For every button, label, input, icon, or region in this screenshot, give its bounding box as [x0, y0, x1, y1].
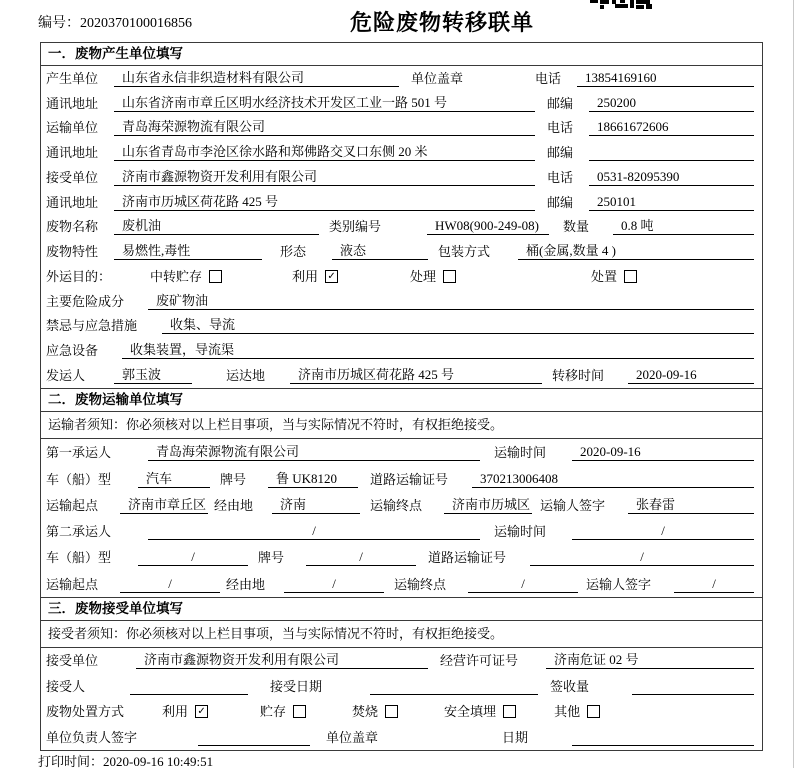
- checkbox-option: [554, 704, 600, 720]
- field-value: 废机油: [114, 218, 319, 235]
- transporter-section-notice: 运输者须知：你必须核对以上栏目事项，当与实际情况不符时，有权拒绝接受。: [41, 412, 762, 439]
- field-value: 收集装置，导流渠: [122, 342, 754, 359]
- field-value: 250200: [589, 95, 754, 112]
- form-row: [41, 289, 762, 314]
- form-row: [41, 363, 762, 388]
- field-value: 济南市鑫源物资开发利用有限公司: [136, 652, 428, 669]
- field-value: 济南市历城区荷花路 425 号: [290, 367, 542, 384]
- form-row: [41, 439, 762, 465]
- field-label: 单位负责人签字: [46, 729, 138, 745]
- print-time-value: 2020-09-16 10:49:51: [103, 754, 214, 769]
- field-value: 13854169160: [577, 70, 754, 87]
- field-label: 接受日期: [270, 678, 323, 694]
- field-value: /: [674, 576, 754, 593]
- form-row: [41, 648, 762, 674]
- field-value: /: [572, 523, 754, 540]
- receiver-section: [41, 597, 762, 750]
- checkbox-label: 安全填埋: [444, 704, 497, 720]
- document-number-value: 2020370100016856: [80, 16, 192, 31]
- field-value: 370213006408: [472, 471, 754, 488]
- field-label: 形态: [280, 244, 307, 260]
- qr-code-fragment-icon: [588, 0, 654, 9]
- form-row: [41, 140, 762, 165]
- producer-section-title: 一．废物产生单位填写: [41, 43, 762, 66]
- field-label: 应急设备: [46, 343, 99, 359]
- field-value: /: [138, 549, 248, 566]
- field-value: 山东省青岛市李沧区徐水路和郑佛路交叉口东侧 20 米: [114, 144, 535, 161]
- receiver-section-title: 三．废物接受单位填写: [41, 597, 762, 621]
- field-label: 牌号: [220, 471, 247, 487]
- checkbox-option: [162, 704, 208, 720]
- page-right-edge: [793, 0, 794, 768]
- field-value: 张春雷: [628, 497, 754, 514]
- field-value: 收集、导流: [162, 317, 754, 334]
- field-label: 通讯地址: [46, 194, 99, 210]
- field-value: [130, 679, 248, 695]
- field-value: [370, 679, 538, 695]
- field-label: 废物特性: [46, 244, 99, 260]
- field-label: 接受单位: [46, 169, 99, 185]
- form-row: [41, 91, 762, 116]
- field-label: 经由地: [226, 576, 266, 592]
- field-label: 发运人: [46, 367, 86, 383]
- checkbox-label: 利用: [292, 268, 319, 284]
- field-label: 通讯地址: [46, 95, 99, 111]
- field-label: 数量: [563, 219, 590, 235]
- field-label: 通讯地址: [46, 145, 99, 161]
- form-row: [41, 544, 762, 570]
- field-value: /: [468, 576, 578, 593]
- print-time: [38, 751, 213, 770]
- checkbox-option: [444, 704, 516, 720]
- field-label: 运输起点: [46, 497, 99, 513]
- field-label: 电话: [547, 169, 574, 185]
- field-value: 青岛海荣源物流有限公司: [148, 444, 480, 461]
- document-number-label: 编号：: [38, 16, 80, 31]
- receiver-section-notice: 接受者须知：你必须核对以上栏目事项，当与实际情况不符时，有权拒绝接受。: [41, 621, 762, 648]
- field-label: 转移时间: [552, 367, 605, 383]
- field-value: 桶(金属,数量 4 ): [518, 243, 754, 260]
- field-label: 接受人: [46, 678, 86, 694]
- page-title: 危险废物转移联单: [349, 10, 535, 35]
- empty-checkbox-icon: [385, 705, 398, 718]
- checked-checkbox-icon: ✓: [325, 270, 338, 283]
- form-row: [41, 66, 762, 91]
- field-label: 运输时间: [494, 445, 547, 461]
- field-label: 外运目的：: [46, 268, 112, 284]
- field-label: 单位盖章: [326, 729, 379, 745]
- checkbox-label: 利用: [162, 704, 189, 720]
- checkbox-label: 处理: [410, 268, 437, 284]
- field-value: 青岛海荣源物流有限公司: [114, 119, 535, 136]
- field-label: 运输起点: [46, 576, 99, 592]
- field-value: [572, 730, 754, 746]
- checkbox-label: 处置: [591, 268, 618, 284]
- field-value: 鲁 UK8120: [268, 471, 358, 488]
- form-row: [41, 465, 762, 491]
- field-value: HW08(900-249-08): [427, 218, 549, 235]
- field-label: 运输人签字: [540, 497, 606, 513]
- field-value: 济南市历城区: [444, 497, 532, 514]
- checkbox-label: 贮存: [260, 704, 287, 720]
- field-label: 类别编号: [329, 219, 382, 235]
- empty-checkbox-icon: [293, 705, 306, 718]
- field-label: 经由地: [214, 497, 254, 513]
- field-label: 运输终点: [394, 576, 447, 592]
- empty-checkbox-icon: [503, 705, 516, 718]
- field-label: 废物处置方式: [46, 704, 125, 720]
- checkbox-option: [591, 269, 637, 285]
- field-label: 运输时间: [494, 524, 547, 540]
- form-row: [41, 338, 762, 363]
- field-label: 车（船）型: [46, 550, 112, 566]
- field-label: 牌号: [258, 550, 285, 566]
- field-value: 山东省济南市章丘区明水经济技术开发区工业一路 501 号: [114, 95, 535, 112]
- field-value: 济南市章丘区: [120, 497, 208, 514]
- field-label: 邮编: [547, 145, 574, 161]
- field-label: 道路运输证号: [428, 550, 507, 566]
- form-row: [41, 314, 762, 339]
- field-label: 主要危险成分: [46, 293, 125, 309]
- field-value: 易燃性,毒性: [114, 243, 262, 260]
- checkbox-option: [260, 704, 306, 720]
- field-value: 液态: [332, 243, 428, 260]
- field-label: 日期: [502, 729, 529, 745]
- print-time-label: 打印时间：: [38, 754, 104, 769]
- transporter-section-title: 二．废物运输单位填写: [41, 388, 762, 412]
- field-value: 济南: [272, 497, 360, 514]
- form-row: [41, 190, 762, 215]
- field-label: 第一承运人: [46, 445, 112, 461]
- form-row: [41, 518, 762, 544]
- producer-section: [41, 43, 762, 388]
- field-value: 0531-82095390: [589, 169, 754, 186]
- empty-checkbox-icon: [587, 705, 600, 718]
- form-row: [41, 239, 762, 264]
- field-value: 0.8 吨: [613, 218, 754, 235]
- form-row: [41, 570, 762, 596]
- field-value: 郭玉波: [114, 367, 192, 384]
- field-value: 2020-09-16: [572, 444, 754, 461]
- checkbox-option: [292, 269, 338, 285]
- field-value: 18661672606: [589, 119, 754, 136]
- field-value: 250101: [589, 194, 754, 211]
- field-label: 道路运输证号: [370, 471, 449, 487]
- field-label: 电话: [547, 120, 574, 136]
- field-value: 废矿物油: [148, 293, 754, 310]
- checkbox-option: [410, 269, 456, 285]
- field-label: 邮编: [547, 95, 574, 111]
- form-row: [41, 264, 762, 289]
- field-label: 运输人签字: [586, 576, 652, 592]
- field-value: [632, 679, 754, 695]
- form-row: [41, 699, 762, 725]
- field-value: /: [148, 523, 480, 540]
- field-value: /: [120, 576, 220, 593]
- field-label: 废物名称: [46, 219, 99, 235]
- form-row: [41, 215, 762, 240]
- empty-checkbox-icon: [209, 270, 222, 283]
- field-label: 车（船）型: [46, 471, 112, 487]
- checkbox-label: 中转贮存: [150, 268, 203, 284]
- field-label: 包装方式: [438, 244, 491, 260]
- field-value: [589, 145, 754, 161]
- field-value: /: [530, 549, 754, 566]
- field-value: /: [306, 549, 416, 566]
- field-label: 运输单位: [46, 120, 99, 136]
- field-label: 禁忌与应急措施: [46, 318, 138, 334]
- field-label: 单位盖章: [411, 70, 464, 86]
- document-number: [38, 12, 192, 32]
- field-value: 汽车: [138, 471, 210, 488]
- form-row: [41, 165, 762, 190]
- form-row: [41, 673, 762, 699]
- field-value: 山东省永信非织造材料有限公司: [114, 70, 399, 87]
- checkbox-option: [352, 704, 398, 720]
- checkbox-option: [150, 269, 222, 285]
- field-label: 接受单位: [46, 653, 99, 669]
- transporter-section: [41, 388, 762, 597]
- field-label: 签收量: [550, 678, 590, 694]
- field-label: 运输终点: [370, 497, 423, 513]
- empty-checkbox-icon: [624, 270, 637, 283]
- field-label: 经营许可证号: [440, 653, 519, 669]
- field-value: [198, 730, 310, 746]
- field-value: /: [284, 576, 384, 593]
- form-table: [40, 42, 763, 751]
- empty-checkbox-icon: [443, 270, 456, 283]
- form-row: [41, 492, 762, 518]
- field-value: 济南市鑫源物资开发利用有限公司: [114, 169, 535, 186]
- form-row: [41, 116, 762, 141]
- field-value: 济南危证 02 号: [546, 652, 754, 669]
- checkbox-label: 焚烧: [352, 704, 379, 720]
- field-label: 邮编: [547, 194, 574, 210]
- field-label: 运达地: [226, 367, 266, 383]
- field-value: 济南市历城区荷花路 425 号: [114, 194, 535, 211]
- checkbox-label: 其他: [554, 704, 581, 720]
- field-label: 产生单位: [46, 70, 99, 86]
- checked-checkbox-icon: ✓: [195, 705, 208, 718]
- form-row: [41, 724, 762, 750]
- field-label: 电话: [535, 70, 562, 86]
- field-value: 2020-09-16: [628, 367, 754, 384]
- field-label: 第二承运人: [46, 524, 112, 540]
